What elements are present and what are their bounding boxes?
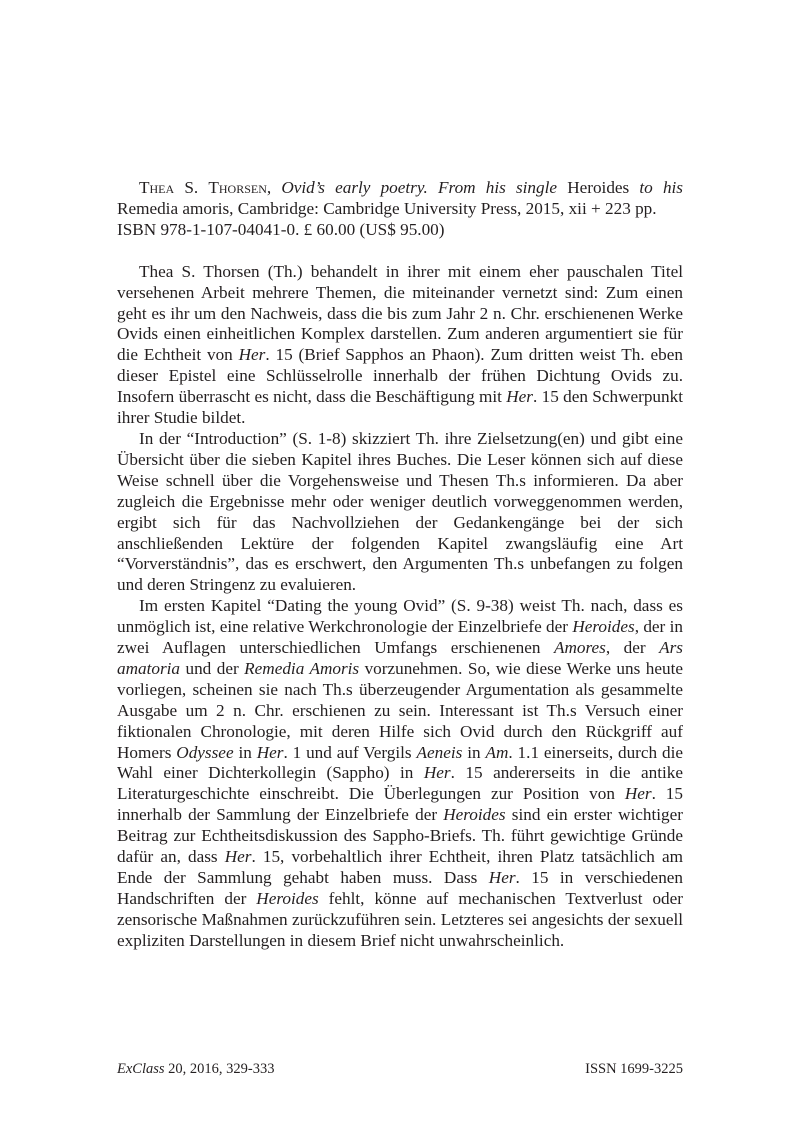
italic-segment: Ars amatoria (117, 638, 683, 678)
journal-reference (117, 1060, 275, 1078)
italic-segment: Heroides (443, 805, 506, 825)
author-last-name: Thorsen (208, 178, 267, 197)
text-segment: und der (180, 658, 245, 678)
isbn-price: ISBN 978-1-107-04041-0. £ 60.00 (US$ 95.00) (117, 219, 445, 239)
italic-segment: Am (485, 742, 509, 762)
page-content (117, 178, 683, 952)
text-segment: . 15 (Brief Sapphos an Phaon). Zum dritten weist Th. eben dieser Epistel eine Schlüsselrolle innerhalb der frühen Dichtung Ovids zu. Insofern überrascht es nicht, dass die Beschäftigung mit (117, 345, 683, 407)
text-segment: vorzunehmen. So, wie diese Werke uns heute vorliegen, scheinen sie nach Th.s überzeugender Argumentation als gesammelte Ausgabe um 2 n. Chr. erschienen zu sein. Interessant ist Th.s Versuch einer fiktionalen Chronologie, mit deren Hilfe sich Ovid durch den Rückgriff auf Homers (117, 658, 683, 762)
italic-segment: Her (256, 742, 284, 762)
text-segment: . 15 innerhalb der Sammlung der Einzelbriefe der (117, 784, 683, 825)
publication-info: , Cambridge: Cambridge University Press, 2015, xii + 223 pp. (229, 198, 657, 218)
text-segment: . 15 andererseits in die antike Literaturgeschichte einschreibt. Die Überlegungen zur Position von (117, 763, 683, 804)
text-segment: . 15, vorbehaltlich ihrer Echtheit, ihren Platz tatsächlich am Ende der Sammlung gehabt haben muss. Dass (117, 847, 683, 887)
book-title-part2: to his (639, 178, 683, 197)
book-title-roman1: Heroides (567, 178, 630, 197)
page-footer (117, 1060, 683, 1078)
italic-segment: Heroides (572, 617, 635, 637)
italic-segment: Remedia Amoris (244, 658, 360, 678)
paragraph (117, 596, 683, 951)
review-body (117, 262, 683, 952)
journal-name: ExClass (117, 1061, 165, 1077)
volume-info: 20, 2016, 329-333 (164, 1061, 275, 1077)
italic-segment: Heroides (256, 888, 319, 908)
issn: ISSN 1699-3225 (585, 1061, 683, 1077)
book-citation: Thea S. Thorsen, Ovid’s early poetry. From his single Heroides to his Remedia amoris, Cambridge: Cambridge University Press, 2015, xii + 223 pp. ISBN 978-1-107-04041-0. £ 60.00 (US$ 95.00) (117, 178, 683, 239)
paragraph (117, 262, 683, 429)
text-segment: , der in zwei Auflagen unterschiedlichen Umfangs erschienenen (117, 617, 683, 658)
italic-segment: Her (423, 763, 451, 783)
book-title-part1: Ovid’s early poetry. From his single (281, 178, 558, 197)
book-title-roman2: Remedia amoris (117, 198, 230, 218)
text-segment: . 15 in verschiedenen Handschriften der (117, 868, 684, 908)
italic-segment: Her (624, 784, 652, 804)
text-segment: fehlt, könne auf mechanischen Textverlust oder zensorische Maßnahmen zurückzuführen sein. Letzteres sei angesichts der sexuell expliziten Darstellungen in diesem Brief nicht unwahrscheinlich. (117, 888, 683, 950)
text-segment: , der (605, 638, 660, 658)
italic-segment: Her (506, 387, 533, 407)
text-segment: . 15 den Schwerpunkt ihrer Studie bildet. (117, 387, 683, 428)
text-segment: in (462, 742, 486, 762)
author-first-name: Thea S. (139, 178, 199, 197)
text-segment: Im ersten Kapitel “Dating the young Ovid” (S. 9-38) weist Th. nach, dass es unmöglich ist, eine relative Werkchronologie der Einzelbriefe der (117, 596, 683, 637)
text-segment: sind ein erster wichtiger Beitrag zur Echtheitsdiskussion des Sappho-Briefs. Th. führt gewichtige Gründe dafür an, dass (117, 805, 683, 867)
italic-segment: Amores (553, 638, 606, 658)
text-segment: . 1 und auf Vergils (283, 742, 417, 762)
paragraph (117, 429, 683, 596)
italic-segment: Her (238, 345, 266, 365)
text-segment: . 1.1 einerseits, durch die Wahl einer Dichterkollegin (Sappho) in (117, 742, 683, 783)
text-segment: Thea S. Thorsen (Th.) behandelt in ihrer mit einem eher pauschalen Titel versehenen Arbeit mehrere Themen, die miteinander vernetzt sind: Zum einen geht es ihr um den Nachweis, dass die bis zum Jahr 2 n. Chr. erschienenen Werke Ovids einen einheitlichen Komplex darstellen. Zum anderen argumentiert sie für die Echtheit von (117, 261, 683, 365)
italic-segment: Her (488, 868, 516, 887)
italic-segment: Her (224, 847, 252, 867)
text-segment: in (233, 742, 257, 762)
italic-segment: Odyssee (176, 742, 234, 762)
text-segment: In der “Introduction” (S. 1-8) skizziert Th. ihre Zielsetzung(en) und gibt eine Übersicht über die sieben Kapitel ihres Buches. Die Leser können sich auf diese Weise schnell über die Vorgehensweise und Thesen Th.s informieren. Da aber zugleich die Ergebnisse mehr oder weniger deutlich vorweggenommen werden, ergibt sich für das Nachvollziehen der Gedankengänge bei der sich anschließenden Lektüre der folgenden Kapitel zwangsläufig eine Art “Vorverständnis”, das es erschwert, den Argumenten Th.s unbefangen zu folgen und deren Stringenz zu evaluieren. (117, 428, 683, 595)
italic-segment: Aeneis (416, 742, 463, 762)
